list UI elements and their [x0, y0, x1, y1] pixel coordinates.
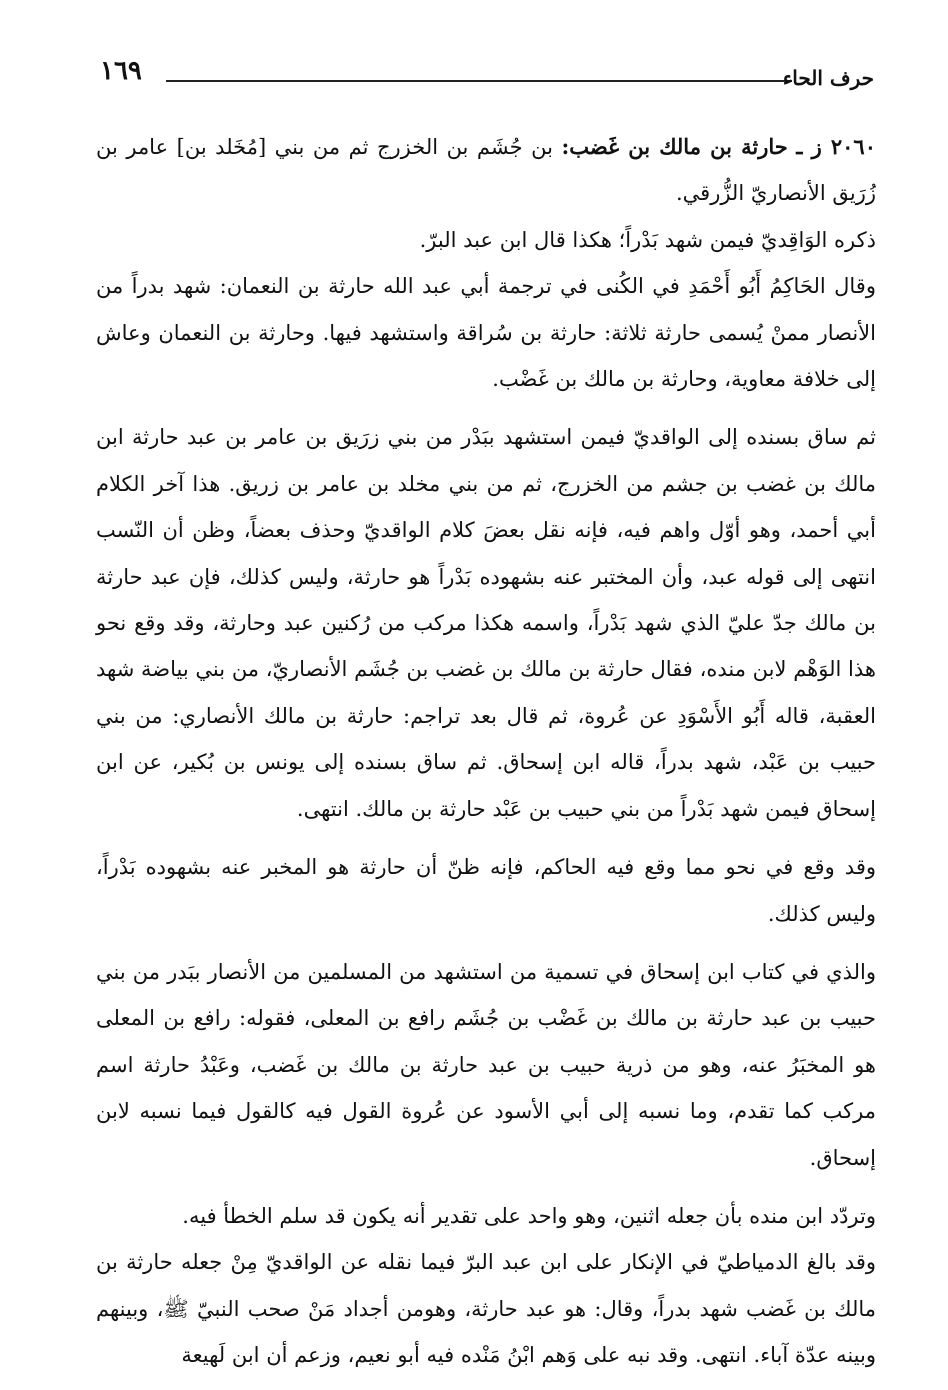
entry-number: ٢٠٦٠ ز ـ — [796, 134, 876, 159]
paragraph-3: ثم ساق بسنده إلى الواقديّ فيمن استشهد ببَدْر من بني زرَيق بن عامر بن عبد حارثة ابن مالك بن غضب بن جشم من الخزرج، ثم من بني مخلد بن عامر بن زريق. هذا آخر الكلام أبي أحمد، وهو أوّل واهم فيه، فإنه نقل بعضَ كلام الواقديّ وحذف بعضاً، وظن أن النّسب انتهى إلى قوله عبد، وأن المختبر عنه بشهوده بَدْراً هو حارثة، وليس كذلك، فإن عبد حارثة بن مالك جدّ عليّ الذي شهد بَدْراً، واسمه هكذا مركب من رُكنين عبد وحارثة، وقد وقع نحو هذا الوَهْم لابن منده، فقال حارثة بن مالك بن غضب بن جُشَم الأنصاريّ، من بني بياضة شهد العقبة، قاله أَبُو الأَسْوَدِ عن عُروة، ثم قال بعد تراجم: حارثة بن مالك الأنصاري: من بني حبيب بن عَبْد، شهد بدراً، قاله ابن إسحاق. ثم ساق بسنده إلى يونس بن بُكير، عن ابن إسحاق فيمن شهد بَدْراً من بني حبيب بن عَبْد حارثة بن مالك. انتهى. — [96, 425, 876, 821]
page-header — [100, 56, 874, 96]
entry-lineage: بن جُشَم بن الخزرج ثم من بني [مُخَلد بن] عامر بن زُرَيق الأنصاريّ الزُّرقي. — [96, 135, 876, 206]
entry-name: حارثة بن مالك بن غَضب: — [561, 134, 788, 159]
running-head: حرف الحاء — [782, 66, 874, 90]
entry-heading-paragraph — [96, 124, 876, 217]
paragraph-7: وقد بالغ الدمياطيّ في الإنكار على ابن عبد البرّ فيما نقله عن الواقديّ مِنْ جعله حارثة بن مالك بن غَضب شهد بدراً، وقال: هو عبد حارثة، وهومن أجداد مَنْ صحب النبيّ ﷺ، وبينهم وبينه عدّة آباء. انتهى. وقد نبه على وَهم ابْنُ مَنْده فيه أبو نعيم، وزعم أن ابن لَهيعة — [96, 1250, 876, 1368]
body-text — [96, 124, 876, 1379]
page-number: ١٦٩ — [100, 56, 142, 86]
paragraph-5: والذي في كتاب ابن إسحاق في تسمية من استشهد من المسلمين من الأنصار ببَدر من بني حبيب بن عبد حارثة بن مالك بن غَضْب بن جُشَم رافع بن المعلى، فقوله: رافع بن المعلى هو المخبَرُ عنه، وهو من ذرية حبيب بن عبد حارثة بن مالك بن غَضب، وعَبْدُ حارثة اسم مركب كما تقدم، وما نسبه إلى أبي الأسود عن عُروة القول فيه كالقول فيما نسبه لابن إسحاق. — [96, 959, 876, 1170]
paragraph-2: وقال الحَاكِمُ أَبُو أَحْمَدِ في الكُنى في ترجمة أبي عبد الله حارثة بن النعمان: شهد بدراً من الأنصار ممنْ يُسمى حارثة ثلاثة: حارثة بن سُراقة واستشهد فيها. وحارثة بن النعمان وعاش إلى خلافة معاوية، وحارثة بن مالك بن غَضْب. — [96, 274, 876, 392]
header-rule — [166, 80, 792, 82]
paragraph-6: وتردّد ابن منده بأن جعله اثنين، وهو واحد على تقدير أنه يكون قد سلم الخطأ فيه. — [182, 1203, 876, 1228]
paragraph-1: ذكره الوَاقِديّ فيمن شهد بَدْراً؛ هكذا قال ابن عبد البرّ. — [419, 227, 876, 252]
paragraph-4: وقد وقع في نحو مما وقع فيه الحاكم، فإنه ظنّ أن حارثة هو المخبر عنه بشهوده بَدْراً، وليس كذلك. — [96, 855, 876, 926]
